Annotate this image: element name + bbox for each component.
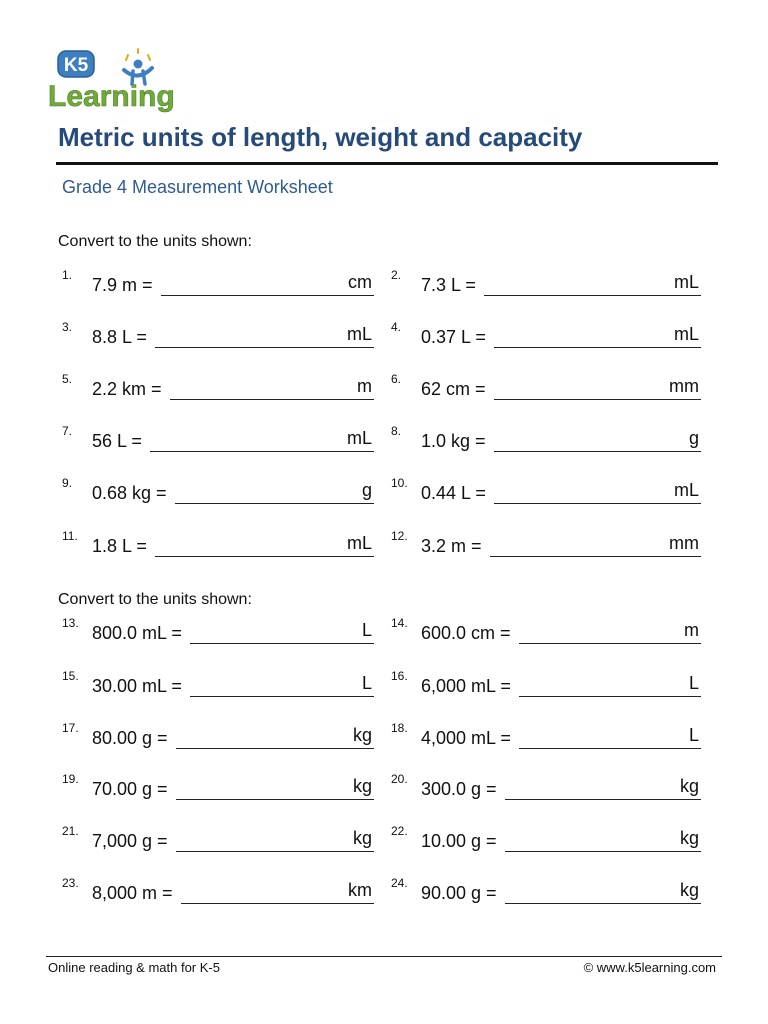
problem-item — [62, 826, 374, 852]
k5-learning-logo — [46, 48, 188, 114]
problem-number: 2. — [391, 268, 402, 282]
answer-unit: g — [361, 480, 372, 500]
problem-number: 3. — [62, 320, 73, 334]
problem-number: 5. — [62, 372, 73, 386]
problem-expression: 30.00 mL = — [92, 676, 182, 696]
problem-expression: 8.8 L = — [92, 327, 147, 347]
answer-blank[interactable] — [494, 375, 701, 400]
problem-expression: 80.00 g = — [92, 728, 168, 748]
answer-blank[interactable] — [161, 271, 374, 296]
answer-blank[interactable] — [176, 827, 374, 852]
answer-unit: g — [688, 428, 699, 448]
answer-blank[interactable] — [505, 775, 701, 800]
problem-number: 9. — [62, 476, 73, 490]
problem-expression: 1.0 kg = — [421, 431, 486, 451]
problem-expression: 0.37 L = — [421, 327, 486, 347]
answer-blank[interactable] — [494, 323, 701, 348]
problem-number: 18. — [391, 721, 408, 735]
answer-blank[interactable] — [155, 532, 374, 557]
answer-unit: L — [361, 620, 372, 640]
answer-unit: mL — [346, 533, 372, 553]
answer-blank[interactable] — [176, 775, 374, 800]
answer-unit: kg — [352, 828, 372, 848]
answer-unit: kg — [352, 776, 372, 796]
answer-unit: mL — [346, 324, 372, 344]
logo-badge-text: K5 — [63, 55, 89, 76]
problem-item — [391, 531, 701, 557]
answer-unit: L — [688, 673, 699, 693]
problem-expression: 7.9 m = — [92, 275, 153, 295]
problem-number: 10. — [391, 476, 408, 490]
answer-blank[interactable] — [484, 271, 701, 296]
answer-unit: mm — [669, 533, 699, 553]
problem-item — [391, 374, 701, 400]
problem-item — [62, 270, 374, 296]
problem-number: 14. — [391, 616, 408, 630]
answer-unit: kg — [679, 776, 699, 796]
section-instruction: Convert to the units shown: — [58, 591, 252, 608]
problem-number: 1. — [62, 268, 73, 282]
answer-unit: L — [361, 673, 372, 693]
answer-blank[interactable] — [494, 479, 701, 504]
answer-unit: L — [688, 725, 699, 745]
answer-unit: mL — [673, 480, 699, 500]
answer-unit: km — [348, 880, 372, 900]
section-instruction: Convert to the units shown: — [58, 233, 252, 250]
problem-expression: 300.0 g = — [421, 779, 497, 799]
problem-number: 13. — [62, 616, 79, 630]
problem-item — [62, 478, 374, 504]
problem-number: 4. — [391, 320, 402, 334]
page-title: Metric units of length, weight and capacity — [58, 122, 583, 152]
answer-unit: mm — [669, 376, 699, 396]
answer-unit: mL — [673, 324, 699, 344]
answer-blank[interactable] — [519, 724, 701, 749]
problem-item — [62, 426, 374, 452]
problem-expression: 4,000 mL = — [421, 728, 511, 748]
footer-copyright: © www.k5learning.com — [583, 960, 716, 975]
answer-unit: kg — [679, 828, 699, 848]
problem-number: 7. — [62, 424, 73, 438]
answer-blank[interactable] — [190, 672, 374, 697]
answer-blank[interactable] — [519, 672, 701, 697]
problem-item — [62, 322, 374, 348]
problem-number: 20. — [391, 772, 408, 786]
answer-unit: kg — [352, 725, 372, 745]
problem-number: 6. — [391, 372, 402, 386]
footer-tagline: Online reading & math for K-5 — [48, 960, 220, 975]
problem-item — [62, 878, 374, 904]
answer-blank[interactable] — [494, 427, 701, 452]
problem-number: 24. — [391, 876, 408, 890]
problem-number: 23. — [62, 876, 79, 890]
answer-blank[interactable] — [175, 479, 374, 504]
problem-item — [391, 426, 701, 452]
problem-number: 22. — [391, 824, 408, 838]
answer-unit: mL — [346, 428, 372, 448]
problem-expression: 1.8 L = — [92, 536, 147, 556]
problem-expression: 8,000 m = — [92, 883, 173, 903]
answer-unit: cm — [348, 272, 372, 292]
problem-item — [62, 374, 374, 400]
problem-item — [391, 322, 701, 348]
problem-expression: 0.44 L = — [421, 483, 486, 503]
problem-expression: 10.00 g = — [421, 831, 497, 851]
problem-number: 19. — [62, 772, 79, 786]
answer-blank[interactable] — [181, 879, 374, 904]
answer-unit: m — [684, 620, 699, 640]
problem-expression: 6,000 mL = — [421, 676, 511, 696]
problem-expression: 3.2 m = — [421, 536, 482, 556]
problem-expression: 7,000 g = — [92, 831, 168, 851]
answer-blank[interactable] — [150, 427, 374, 452]
logo-figure-icon — [124, 49, 152, 84]
problem-item — [391, 270, 701, 296]
answer-unit: m — [357, 376, 372, 396]
problem-item — [391, 723, 701, 749]
problem-number: 12. — [391, 529, 408, 543]
answer-unit: mL — [673, 272, 699, 292]
problem-expression: 2.2 km = — [92, 379, 162, 399]
answer-blank[interactable] — [505, 827, 701, 852]
problem-item — [391, 478, 701, 504]
answer-blank[interactable] — [155, 323, 374, 348]
problem-expression: 90.00 g = — [421, 883, 497, 903]
problem-expression: 56 L = — [92, 431, 142, 451]
problem-item — [391, 774, 701, 800]
answer-blank[interactable] — [505, 879, 701, 904]
problem-item — [62, 723, 374, 749]
problem-item — [62, 774, 374, 800]
problem-expression: 70.00 g = — [92, 779, 168, 799]
page-subtitle: Grade 4 Measurement Worksheet — [62, 177, 333, 197]
problem-item — [391, 826, 701, 852]
title-divider — [56, 162, 718, 165]
problem-number: 11. — [62, 529, 78, 543]
answer-blank[interactable] — [170, 375, 374, 400]
problem-expression: 62 cm = — [421, 379, 486, 399]
answer-blank[interactable] — [490, 532, 701, 557]
problem-item — [62, 618, 374, 644]
answer-unit: kg — [679, 880, 699, 900]
problem-item — [62, 671, 374, 697]
problem-item — [391, 671, 701, 697]
problem-item — [391, 878, 701, 904]
problem-number: 16. — [391, 669, 408, 683]
problem-expression: 800.0 mL = — [92, 623, 182, 643]
problem-expression: 7.3 L = — [421, 275, 476, 295]
problem-number: 8. — [391, 424, 402, 438]
footer-divider — [46, 956, 722, 957]
problem-expression: 0.68 kg = — [92, 483, 167, 503]
problem-item — [62, 531, 374, 557]
answer-blank[interactable] — [176, 724, 374, 749]
answer-blank[interactable] — [190, 619, 374, 644]
problem-number: 15. — [62, 669, 79, 683]
answer-blank[interactable] — [519, 619, 701, 644]
problem-number: 21. — [62, 824, 79, 838]
problem-number: 17. — [62, 721, 79, 735]
problem-item — [391, 618, 701, 644]
logo-badge — [58, 51, 94, 77]
problem-expression: 600.0 cm = — [421, 623, 511, 643]
logo-wordmark: Learning — [48, 80, 175, 113]
